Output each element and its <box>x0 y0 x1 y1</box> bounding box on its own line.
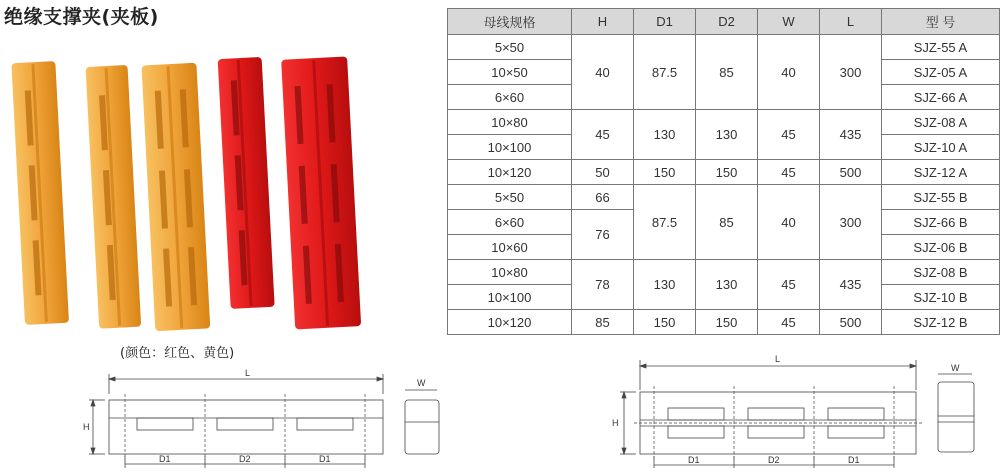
header-model: 型 号 <box>882 9 1000 35</box>
l-cell: 435 <box>820 110 882 160</box>
table-row <box>448 160 1000 185</box>
h-cell: 40 <box>572 35 634 110</box>
drawing-type-a <box>75 364 455 470</box>
l-cell: 300 <box>820 35 882 110</box>
red-clamp-1 <box>218 57 275 309</box>
spec-cell: 10×120 <box>448 310 572 335</box>
d1-cell: 130 <box>634 260 696 310</box>
header-d1: D1 <box>634 9 696 35</box>
model-cell: SJZ-55 A <box>882 35 1000 60</box>
header-l: L <box>820 9 882 35</box>
dim-d2-label: D2 <box>768 455 780 465</box>
dim-d1-label: D1 <box>688 455 700 465</box>
header-busbar-spec: 母线规格 <box>448 9 572 35</box>
product-photo <box>0 40 400 340</box>
w-cell: 45 <box>758 260 820 310</box>
table-header-row <box>448 9 1000 35</box>
table-row <box>448 310 1000 335</box>
h-cell: 50 <box>572 160 634 185</box>
table-row <box>448 185 1000 210</box>
table-row <box>448 260 1000 285</box>
spec-cell: 10×80 <box>448 110 572 135</box>
model-cell: SJZ-08 A <box>882 110 1000 135</box>
model-cell: SJZ-12 B <box>882 310 1000 335</box>
model-cell: SJZ-66 A <box>882 85 1000 110</box>
model-cell: SJZ-66 B <box>882 210 1000 235</box>
d2-cell: 150 <box>696 160 758 185</box>
dim-l-label: L <box>245 368 251 378</box>
w-cell: 45 <box>758 110 820 160</box>
color-caption: (颜色：红色、黄色) <box>120 346 235 361</box>
d1-cell: 150 <box>634 160 696 185</box>
w-cell: 45 <box>758 160 820 185</box>
spec-cell: 10×100 <box>448 135 572 160</box>
h-cell: 85 <box>572 310 634 335</box>
d1-cell: 87.5 <box>634 35 696 110</box>
spec-cell: 6×60 <box>448 210 572 235</box>
spec-cell: 5×50 <box>448 185 572 210</box>
h-cell: 76 <box>572 210 634 260</box>
l-cell: 500 <box>820 310 882 335</box>
table-row <box>448 110 1000 135</box>
w-cell: 40 <box>758 185 820 260</box>
dim-h-label: H <box>612 418 619 428</box>
spec-cell: 5×50 <box>448 35 572 60</box>
d2-cell: 130 <box>696 260 758 310</box>
yellow-clamp-1 <box>11 61 69 325</box>
spec-cell: 10×50 <box>448 60 572 85</box>
yellow-clamp-3 <box>141 63 210 332</box>
spec-cell: 10×60 <box>448 235 572 260</box>
h-cell: 78 <box>572 260 634 310</box>
dim-w-label: W <box>951 363 960 373</box>
dim-d2-label: D2 <box>239 454 251 464</box>
spec-table <box>447 8 1000 335</box>
dim-w-label: W <box>417 378 426 388</box>
d1-cell: 150 <box>634 310 696 335</box>
h-cell: 45 <box>572 110 634 160</box>
d2-cell: 85 <box>696 185 758 260</box>
drawing-type-b <box>610 352 1000 470</box>
spec-cell: 10×120 <box>448 160 572 185</box>
yellow-clamp-2 <box>86 65 142 329</box>
model-cell: SJZ-06 B <box>882 235 1000 260</box>
dim-h-label: H <box>83 422 90 432</box>
header-w: W <box>758 9 820 35</box>
d1-cell: 87.5 <box>634 185 696 260</box>
red-clamp-2 <box>281 56 361 329</box>
dim-l-label: L <box>775 354 781 364</box>
page-title: 绝缘支撑夹(夹板) <box>4 6 159 28</box>
model-cell: SJZ-05 A <box>882 60 1000 85</box>
table-row <box>448 35 1000 60</box>
model-cell: SJZ-12 A <box>882 160 1000 185</box>
header-h: H <box>572 9 634 35</box>
model-cell: SJZ-10 B <box>882 285 1000 310</box>
spec-cell: 10×100 <box>448 285 572 310</box>
model-cell: SJZ-08 B <box>882 260 1000 285</box>
l-cell: 300 <box>820 185 882 260</box>
d2-cell: 85 <box>696 35 758 110</box>
h-cell: 66 <box>572 185 634 210</box>
w-cell: 40 <box>758 35 820 110</box>
header-d2: D2 <box>696 9 758 35</box>
model-cell: SJZ-55 B <box>882 185 1000 210</box>
l-cell: 435 <box>820 260 882 310</box>
model-cell: SJZ-10 A <box>882 135 1000 160</box>
spec-cell: 6×60 <box>448 85 572 110</box>
w-cell: 45 <box>758 310 820 335</box>
d2-cell: 150 <box>696 310 758 335</box>
spec-cell: 10×80 <box>448 260 572 285</box>
d2-cell: 130 <box>696 110 758 160</box>
l-cell: 500 <box>820 160 882 185</box>
dim-d1b-label: D1 <box>848 455 860 465</box>
dim-d1b-label: D1 <box>319 454 331 464</box>
d1-cell: 130 <box>634 110 696 160</box>
dim-d1-label: D1 <box>159 454 171 464</box>
